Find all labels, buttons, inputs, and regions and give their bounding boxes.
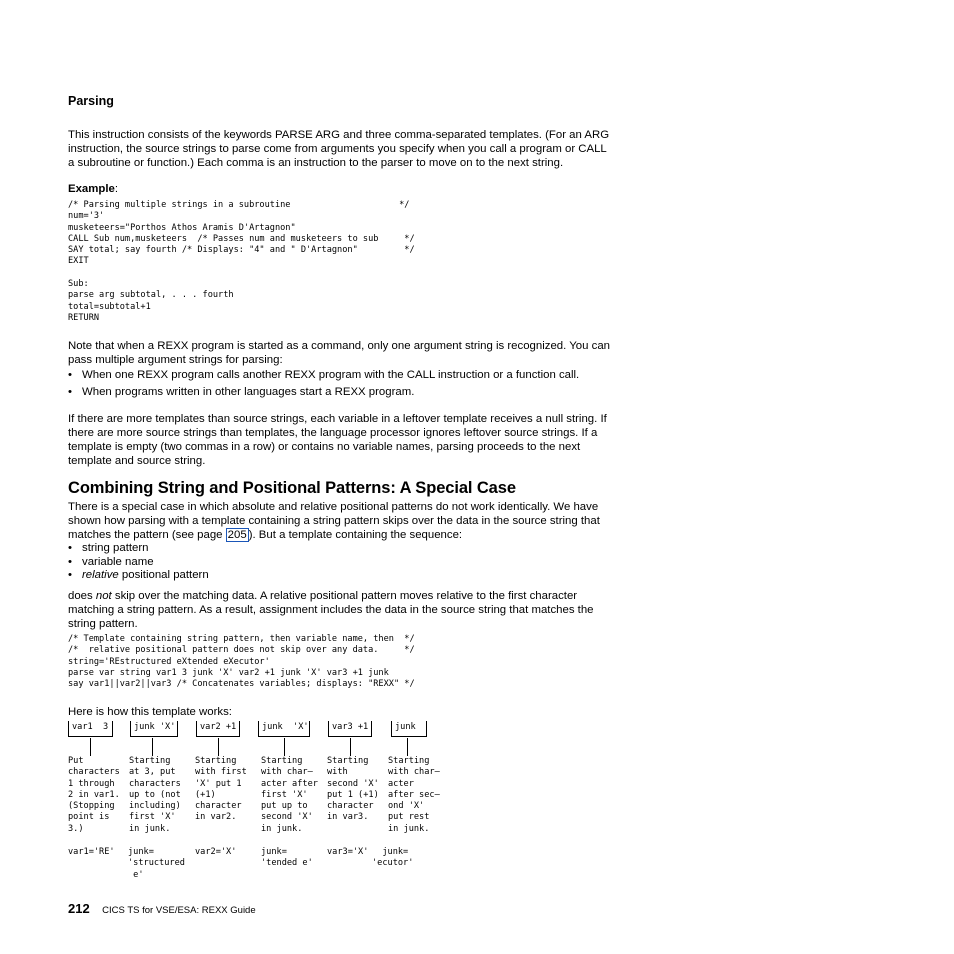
step-result-3: var2='X' bbox=[195, 847, 237, 857]
template-box-var2: var2 +1 bbox=[196, 721, 240, 737]
templates-paragraph: If there are more templates than source strings, each variable in a leftover template receives a null string. If there are more source strings than templates, the language processor ignores leftover source strings. If a template is empty (two commas in a row) or contains no variable names, parsing proceeds to the next template and source string. bbox=[68, 413, 607, 467]
step-description-2: Starting at 3, put characters up to (not including) first 'X' in junk. bbox=[129, 756, 181, 834]
connector-line bbox=[90, 738, 91, 756]
template-box-junk-2: junk 'X' bbox=[258, 721, 310, 737]
connector-line bbox=[407, 738, 408, 756]
bullet-item-2 bbox=[68, 385, 628, 399]
bullet-marker: • bbox=[68, 369, 72, 381]
bullet-text: When programs written in other languages start a REXX program. bbox=[82, 386, 415, 398]
paragraph-text: skip over the matching data. A relative positional pattern moves relative to the first character matching a string pattern. As a result, assignment includes the data in the source string that matches the string pattern. bbox=[68, 590, 594, 630]
connector-line bbox=[152, 738, 153, 756]
bullet-marker: • bbox=[68, 386, 72, 398]
special-case-paragraph bbox=[68, 500, 613, 542]
how-it-works-text: Here is how this template works: bbox=[68, 706, 232, 718]
connector-line bbox=[218, 738, 219, 756]
bullet-item-1 bbox=[68, 368, 628, 382]
emphasis-not: not bbox=[95, 590, 112, 602]
note-paragraph: Note that when a REXX program is started as a command, only one argument string is recognized. You can pass multiple argument strings for parsing: bbox=[68, 340, 610, 366]
special-case-text-end: ). But a template containing the sequence: bbox=[248, 529, 463, 541]
bullet-marker: • bbox=[68, 542, 72, 554]
bullet-marker: • bbox=[68, 556, 72, 568]
connector-line bbox=[350, 738, 351, 756]
step-result-6: junk= 'ecutor' bbox=[372, 847, 414, 869]
example-colon: : bbox=[114, 183, 119, 195]
paragraph-text: does bbox=[68, 590, 96, 602]
step-result-2: junk= 'structured e' bbox=[128, 847, 185, 880]
special-case-text: There is a special case in which absolute and relative positional patterns do not work identically. We have shown how parsing with a template containing a string pattern skips over the data in the source string that matches the pattern (see page bbox=[68, 501, 600, 541]
sequence-italic: relative bbox=[82, 569, 119, 581]
step-result-5: var3='X' bbox=[327, 847, 369, 857]
book-title: CICS TS for VSE/ESA: REXX Guide bbox=[102, 905, 256, 916]
sequence-item-3 bbox=[68, 568, 209, 582]
bullet-text: When one REXX program calls another REXX program with the CALL instruction or a function call. bbox=[82, 369, 580, 381]
step-description-1: Put characters 1 through 2 in var1. (Stopping point is 3.) bbox=[68, 756, 120, 834]
does-not-skip-paragraph bbox=[68, 589, 613, 631]
sequence-text: positional pattern bbox=[118, 569, 209, 581]
page-reference-link[interactable]: 205 bbox=[227, 529, 247, 541]
example-label: Example bbox=[68, 183, 115, 195]
step-description-3: Starting with first 'X' put 1 (+1) character in var2. bbox=[195, 756, 247, 823]
step-description-6: Starting with char— acter after sec— ond 'X' put rest in junk. bbox=[388, 756, 440, 834]
bullet-marker: • bbox=[68, 569, 72, 581]
template-box-var3: var3 +1 bbox=[328, 721, 372, 737]
template-box-junk-3: junk bbox=[391, 721, 427, 737]
page-footer bbox=[68, 900, 256, 918]
page-number: 212 bbox=[68, 901, 90, 916]
step-result-4: junk= 'tended e' bbox=[261, 847, 313, 869]
connector-line bbox=[284, 738, 285, 756]
step-description-4: Starting with char— acter after first 'X' put up to second 'X' in junk. bbox=[261, 756, 318, 834]
example-label-line bbox=[68, 182, 118, 196]
sequence-item-1 bbox=[68, 541, 148, 555]
step-result-1: var1='RE' bbox=[68, 847, 115, 857]
code-example-1: /* Parsing multiple strings in a subroutine */ num='3' musketeers="Porthos Athos Aramis D'Artagnon" CALL Sub num,musketeers /* Passes num and musketeers to sub */ SAY total; say fourth /* Displays: "4" and " D'Artagnon" */ EXIT Sub: parse arg subtotal, . . . fourth total=subtotal+1 RETURN bbox=[68, 200, 415, 323]
template-box-var1: var1 3 bbox=[68, 721, 113, 737]
section-heading-parsing: Parsing bbox=[68, 94, 114, 108]
template-box-junk-1: junk 'X' bbox=[130, 721, 178, 737]
section-heading-combining: Combining String and Positional Patterns: A Special Case bbox=[68, 479, 516, 497]
step-description-5: Starting with second 'X' put 1 (+1) character in var3. bbox=[327, 756, 379, 823]
sequence-text: string pattern bbox=[82, 542, 149, 554]
code-example-2: /* Template containing string pattern, then variable name, then */ /* relative positional pattern does not skip over any data. */ string='REstructured eXtended eXecutor' parse var string var1 3 junk 'X' var2 +1 junk 'X' var3 +1 junk say var1||var2||var3 /* Concatenates variables; displays: "REXX" */ bbox=[68, 634, 415, 690]
sequence-item-2 bbox=[68, 555, 154, 569]
sequence-text: variable name bbox=[82, 556, 154, 568]
intro-paragraph: This instruction consists of the keywords PARSE ARG and three comma-separated templates. (For an ARG instruction, the source strings to parse come from arguments you specify when you call a program or CALL a subroutine or function.) Each comma is an instruction to the parser to move on to the next string. bbox=[68, 129, 610, 169]
